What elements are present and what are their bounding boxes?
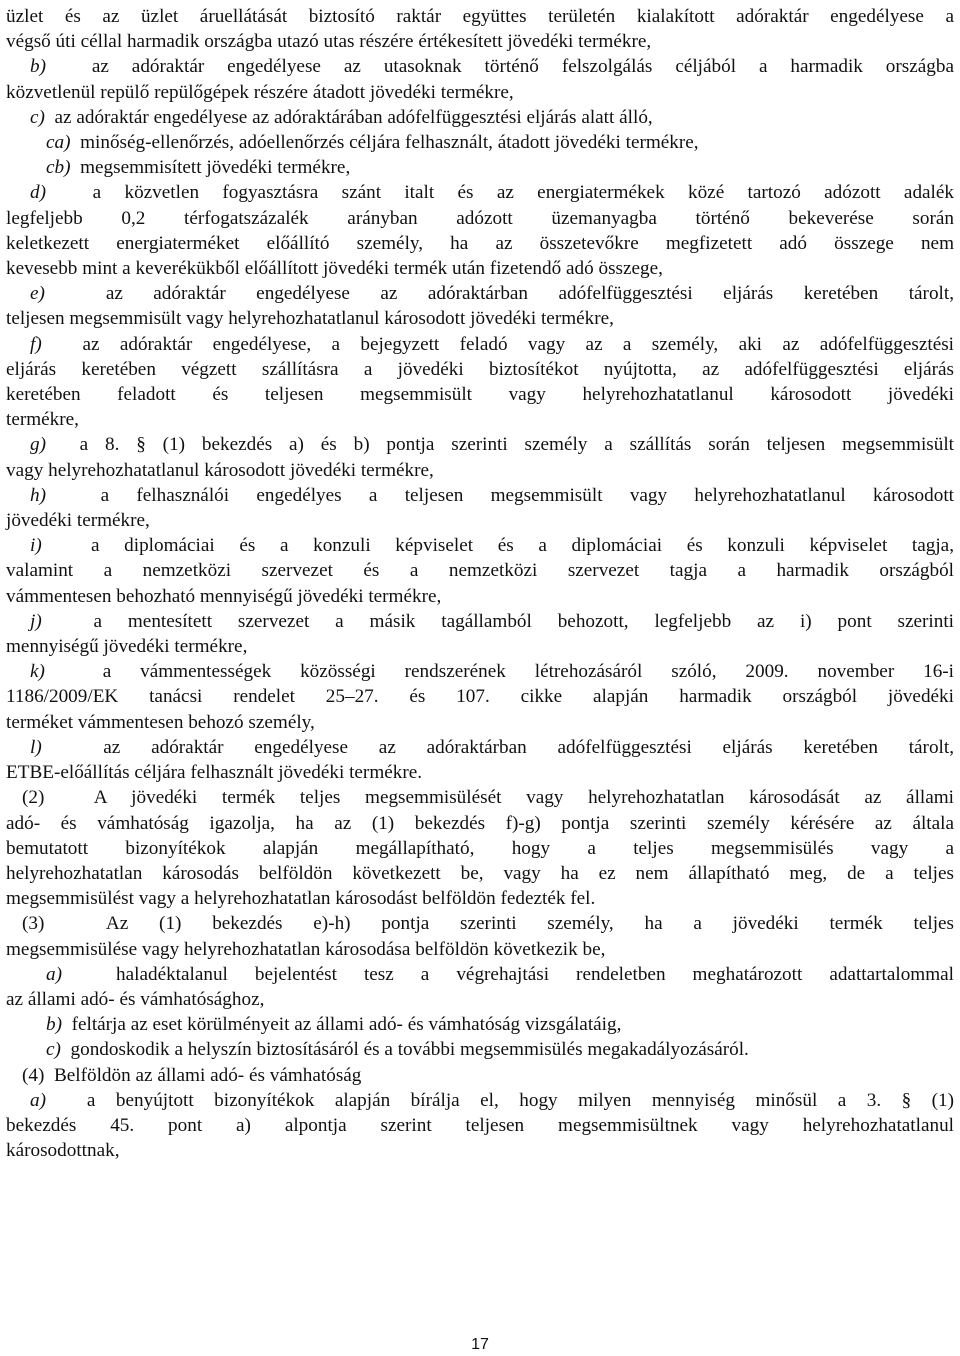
paragraph-d bbox=[6, 180, 954, 281]
item-label: a) bbox=[46, 963, 62, 985]
line-text: a vámmentességek közösségi rendszerének létrehozásáról szóló, 2009. november 16-i bbox=[102, 661, 955, 683]
text-line bbox=[6, 1138, 954, 1163]
text-line bbox=[6, 281, 954, 306]
text-line bbox=[6, 836, 954, 861]
text-line bbox=[6, 130, 954, 155]
item-label: l) bbox=[30, 736, 42, 758]
line-text: a diplomáciai és a konzuli képviselet és a diplomáciai és konzuli képviselet tagja, bbox=[91, 535, 954, 557]
item-label: (2) bbox=[22, 787, 45, 809]
line-text: a közvetlen fogyasztásra szánt italt és az energiatermékek közé tartozó adózott adalék bbox=[92, 182, 954, 204]
text-line bbox=[6, 1088, 954, 1113]
text-line bbox=[6, 407, 954, 432]
line-text: legfeljebb 0,2 térfogatszázalék arányban adózott üzemanyagba történő bekeverése során bbox=[6, 207, 954, 229]
line-text: károsodottnak, bbox=[6, 1140, 120, 1162]
paragraph-l bbox=[6, 735, 954, 785]
text-line bbox=[6, 609, 954, 634]
item-label: k) bbox=[30, 661, 45, 683]
page-number: 17 bbox=[471, 1336, 489, 1353]
text-line bbox=[6, 710, 954, 735]
line-text: az adóraktár engedélyese, a bejegyzett feladó vagy az a személy, aki az adófelfüggesztési bbox=[82, 333, 955, 355]
line-text: adó- és vámhatóság igazolja, ha az (1) bekezdés f)-g) pontja szerinti személy kérésére az általa bbox=[6, 812, 954, 834]
line-text: teljesen megsemmisült vagy helyrehozhatatlanul károsodott jövedéki termékre, bbox=[6, 308, 614, 330]
paragraph-2 bbox=[6, 785, 954, 911]
text-line bbox=[6, 911, 954, 936]
text-line bbox=[6, 937, 954, 962]
line-text: végső úti céllal harmadik országba utazó utas részére értékesített jövedéki termékre, bbox=[6, 31, 652, 53]
text-line bbox=[6, 206, 954, 231]
paragraph-k bbox=[6, 659, 954, 735]
line-text: üzlet és az üzlet áruellátását biztosító raktár együttes területén kialakított adóraktár engedélyese a bbox=[6, 6, 954, 27]
paragraph-b bbox=[6, 54, 954, 104]
text-line bbox=[6, 357, 954, 382]
paragraph-3c bbox=[6, 1037, 954, 1062]
paragraph-0 bbox=[6, 4, 954, 54]
paragraph-f bbox=[6, 332, 954, 433]
paragraph-3a bbox=[6, 962, 954, 1012]
line-text: terméket vámmentesen behozó személy, bbox=[6, 711, 315, 733]
text-line bbox=[6, 987, 954, 1012]
paragraph-4a bbox=[6, 1088, 954, 1164]
text-line bbox=[6, 558, 954, 583]
line-text: helyrehozhatatlan károsodás belföldön következett be, vagy ha ez nem állapítható meg, de a teljes bbox=[6, 862, 954, 884]
item-label: cb) bbox=[46, 157, 71, 179]
text-line bbox=[6, 432, 954, 457]
text-line bbox=[6, 231, 954, 256]
line-text: keretében feladott és teljesen megsemmisült vagy helyrehozhatatlanul károsodott jövedéki bbox=[6, 384, 954, 406]
line-text: az állami adó- és vámhatósághoz, bbox=[6, 988, 265, 1010]
line-text: a mentesített szervezet a másik tagállamból behozott, legfeljebb az i) pont szerinti bbox=[93, 610, 954, 632]
text-line bbox=[6, 105, 954, 130]
text-line bbox=[6, 458, 954, 483]
text-line bbox=[6, 735, 954, 760]
item-label: b) bbox=[46, 1014, 62, 1036]
text-line bbox=[6, 533, 954, 558]
paragraph-ca bbox=[6, 130, 954, 155]
line-text: termékre, bbox=[6, 409, 79, 431]
text-line bbox=[6, 306, 954, 331]
line-text: minőség-ellenőrzés, adóellenőrzés céljára felhasznált, átadott jövedéki termékre, bbox=[80, 132, 699, 154]
text-line bbox=[6, 80, 954, 105]
line-text: bekezdés 45. pont a) alpontja szerint teljesen megsemmisültnek vagy helyrehozhatatlanul bbox=[6, 1114, 954, 1136]
line-text: az adóraktár engedélyese az adóraktárában adófelfüggesztési eljárás alatt álló, bbox=[54, 106, 653, 128]
item-label: c) bbox=[46, 1039, 61, 1061]
item-label: (4) bbox=[22, 1064, 45, 1086]
line-text: vámmentesen behozható mennyiségű jövedéki termékre, bbox=[6, 585, 442, 607]
paragraph-e bbox=[6, 281, 954, 331]
text-line bbox=[6, 4, 954, 29]
item-label: f) bbox=[30, 333, 42, 355]
line-text: Belföldön az állami adó- és vámhatóság bbox=[53, 1064, 362, 1086]
text-line bbox=[6, 659, 954, 684]
item-label: e) bbox=[30, 283, 45, 305]
line-text: eljárás keretében végzett szállításra a jövedéki biztosítékot nyújtotta, az adófelfüggesztési eljárás bbox=[6, 358, 954, 380]
line-text: jövedéki termékre, bbox=[6, 510, 150, 532]
item-label: ca) bbox=[46, 132, 71, 154]
item-label: d) bbox=[30, 182, 46, 204]
text-line bbox=[6, 584, 954, 609]
paragraph-3b bbox=[6, 1012, 954, 1037]
line-text: ETBE-előállítás céljára felhasznált jövedéki termékre. bbox=[6, 762, 423, 784]
text-line bbox=[6, 811, 954, 836]
line-text: kevesebb mint a keverékükből előállított jövedéki termék után fizetendő adó összege, bbox=[6, 258, 663, 280]
line-text: megsemmisített jövedéki termékre, bbox=[80, 157, 351, 179]
line-text: Az (1) bekezdés e)-h) pontja szerinti személy, ha a jövedéki termék teljes bbox=[105, 913, 955, 935]
line-text: a 8. § (1) bekezdés a) és b) pontja szerinti személy a szállítás során teljesen megsemmisült bbox=[79, 434, 954, 456]
text-line bbox=[6, 886, 954, 911]
item-label: i) bbox=[30, 535, 42, 557]
line-text: az adóraktár engedélyese az utasoknak történő felszolgálás céljából a harmadik országba bbox=[91, 56, 954, 78]
line-text: megsemmisülése vagy helyrehozhatatlan károsodása belföldön következik be, bbox=[6, 938, 606, 960]
text-line bbox=[6, 382, 954, 407]
line-text: közvetlenül repülő repülőgépek részére átadott jövedéki termékre, bbox=[6, 81, 514, 103]
document-body bbox=[6, 4, 954, 1163]
line-text: bemutatott bizonyítékok alapján megállapítható, hogy a teljes megsemmisülés vagy a bbox=[6, 837, 954, 859]
paragraph-4 bbox=[6, 1063, 954, 1088]
text-line bbox=[6, 508, 954, 533]
paragraph-3 bbox=[6, 911, 954, 961]
text-line bbox=[6, 483, 954, 508]
text-line bbox=[6, 760, 954, 785]
paragraph-i bbox=[6, 533, 954, 609]
line-text: az adóraktár engedélyese az adóraktárban adófelfüggesztési eljárás keretében tárolt, bbox=[103, 736, 955, 758]
paragraph-j bbox=[6, 609, 954, 659]
line-text: vagy helyrehozhatatlanul károsodott jövedéki termékre, bbox=[6, 459, 434, 481]
line-text: keletkezett energiaterméket előállító személy, ha az összetevőkre megfizetett adó összege nem bbox=[6, 232, 954, 254]
paragraph-h bbox=[6, 483, 954, 533]
text-line bbox=[6, 1063, 954, 1088]
text-line bbox=[6, 1113, 954, 1138]
line-text: A jövedéki termék teljes megsemmisülését vagy helyrehozhatatlan károsodását az állami bbox=[93, 787, 954, 809]
text-line bbox=[6, 785, 954, 810]
item-label: j) bbox=[30, 610, 42, 632]
text-line bbox=[6, 861, 954, 886]
text-line bbox=[6, 29, 954, 54]
line-text: 1186/2009/EK tanácsi rendelet 25–27. és 107. cikke alapján harmadik országból jövedéki bbox=[6, 686, 954, 708]
text-line bbox=[6, 1012, 954, 1037]
paragraph-cb bbox=[6, 155, 954, 180]
line-text: haladéktalanul bejelentést tesz a végrehajtási rendeletben meghatározott adattartalommal bbox=[116, 963, 954, 985]
line-text: feltárja az eset körülményeit az állami adó- és vámhatóság vizsgálatáig, bbox=[71, 1014, 622, 1036]
line-text: a benyújtott bizonyítékok alapján bírálja el, hogy milyen mennyiség minősül a 3. § (1) bbox=[86, 1089, 955, 1111]
text-line bbox=[6, 634, 954, 659]
text-line bbox=[6, 155, 954, 180]
paragraph-g bbox=[6, 432, 954, 482]
line-text: valamint a nemzetközi szervezet és a nemzetközi szervezet tagja a harmadik országból bbox=[6, 560, 954, 582]
text-line bbox=[6, 256, 954, 281]
text-line bbox=[6, 180, 954, 205]
paragraph-c bbox=[6, 105, 954, 130]
text-line bbox=[6, 962, 954, 987]
text-line bbox=[6, 54, 954, 79]
text-line bbox=[6, 332, 954, 357]
item-label: h) bbox=[30, 484, 46, 506]
text-line bbox=[6, 684, 954, 709]
item-label: g) bbox=[30, 434, 46, 456]
item-label: b) bbox=[30, 56, 46, 78]
line-text: mennyiségű jövedéki termékre, bbox=[6, 636, 248, 658]
line-text: megsemmisülést vagy a helyrehozhatatlan károsodást belföldön fedezték fel. bbox=[6, 888, 596, 910]
line-text: gondoskodik a helyszín biztosításáról és a további megsemmisülés megakadályozásáról. bbox=[70, 1039, 749, 1061]
text-line bbox=[6, 1037, 954, 1062]
item-label: (3) bbox=[22, 913, 45, 935]
item-label: c) bbox=[30, 106, 45, 128]
line-text: az adóraktár engedélyese az adóraktárban adófelfüggesztési eljárás keretében tárolt, bbox=[105, 283, 954, 305]
line-text: a felhasználói engedélyes a teljesen megsemmisült vagy helyrehozhatatlanul károsodott bbox=[100, 484, 955, 506]
item-label: a) bbox=[30, 1089, 46, 1111]
